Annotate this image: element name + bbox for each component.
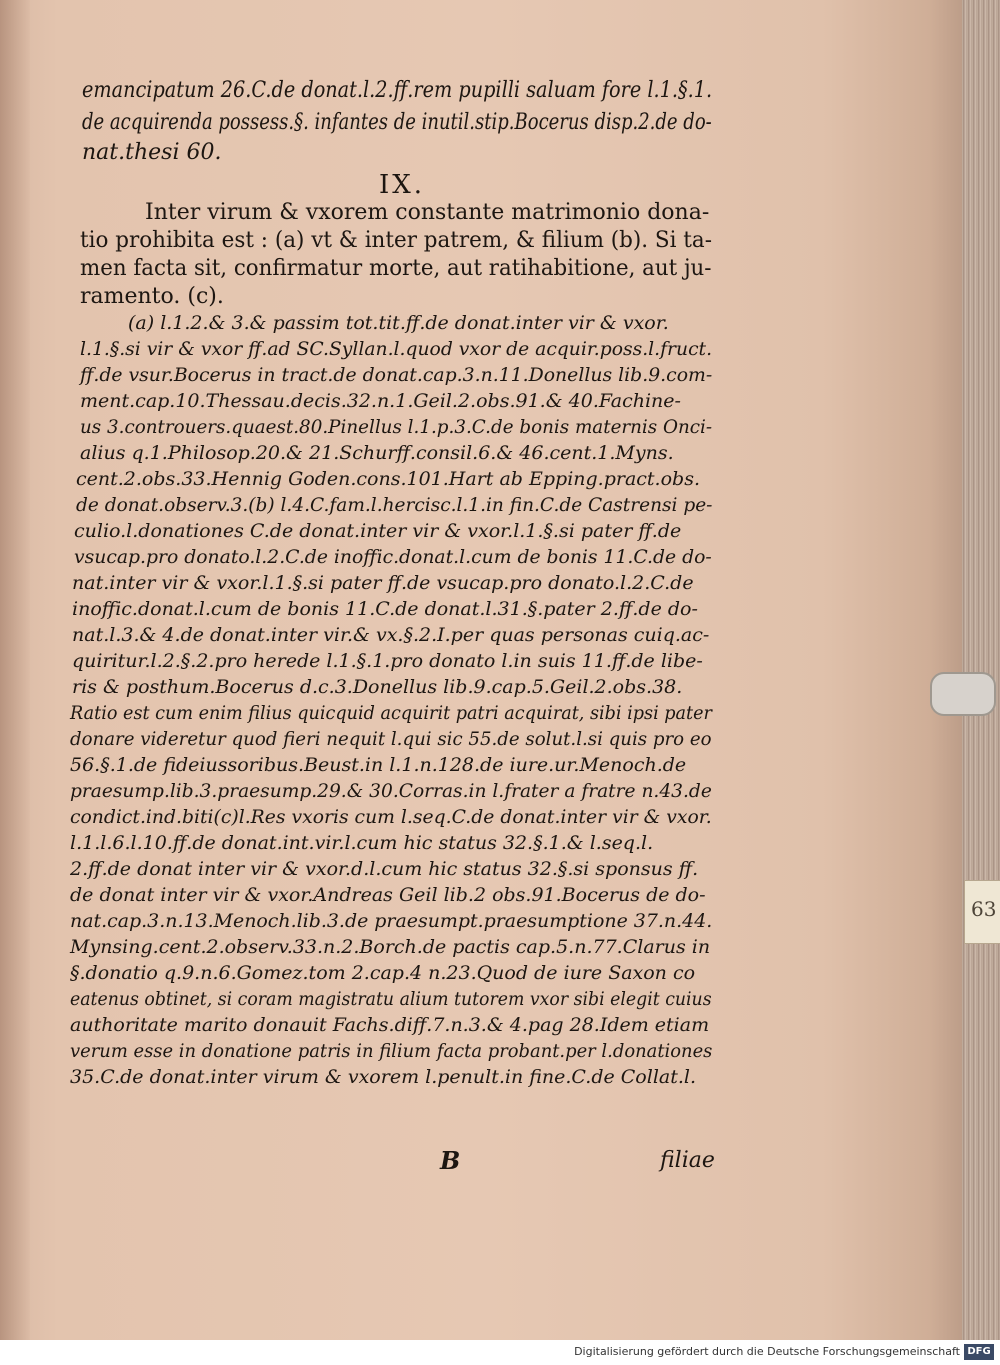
note-line: us 3.controuers.quaest.80.Pinellus l.1.p.3.C.de bonis maternis Onci- bbox=[80, 416, 713, 438]
note-line: nat.l.3.& 4.de donat.inter vir.& vx.§.2.I.per quas personas cuiq.ac- bbox=[72, 624, 710, 646]
note-line: ment.cap.10.Thessau.decis.32.n.1.Geil.2.obs.91.& 40.Fachine- bbox=[80, 390, 681, 412]
section-heading: IX. bbox=[379, 170, 426, 200]
note-line: donare videretur quod fieri nequit l.qui sic 55.de solut.l.si quis pro eo bbox=[70, 728, 712, 750]
note-line: 56.§.1.de fideiussoribus.Beust.in l.1.n.128.de iure.ur.Menoch.de bbox=[70, 754, 687, 776]
dfg-logo: DFG bbox=[964, 1344, 994, 1360]
footer-bar bbox=[0, 1340, 1000, 1365]
signature-mark: B bbox=[440, 1146, 461, 1175]
note-line: 35.C.de donat.inter virum & vxorem l.penult.in fine.C.de Collat.l. bbox=[70, 1066, 697, 1088]
body-line: ramento. (c). bbox=[80, 284, 224, 309]
note-line: verum esse in donatione patris in filium facta probant.per l.donationes bbox=[70, 1040, 713, 1062]
note-line: §.donatio q.9.n.6.Gomez.tom 2.cap.4 n.23.Quod de iure Saxon co bbox=[70, 962, 696, 984]
note-line: ff.de vsur.Bocerus in tract.de donat.cap.3.n.11.Donellus lib.9.com- bbox=[80, 364, 713, 386]
note-line: Mynsing.cent.2.observ.33.n.2.Borch.de pactis cap.5.n.77.Clarus in bbox=[70, 936, 711, 958]
body-line: Inter virum & vxorem constante matrimonio dona- bbox=[145, 200, 710, 225]
text-line: nat.thesi 60. bbox=[82, 140, 222, 165]
note-line: praesump.lib.3.praesump.29.& 30.Corras.in l.frater a fratre n.43.de bbox=[70, 780, 712, 802]
note-line: l.1.l.6.l.10.ff.de donat.int.vir.l.cum hic status 32.§.1.& l.seq.l. bbox=[70, 832, 654, 854]
footer-text: Digitalisierung gefördert durch die Deutsche Forschungsgemeinschaft bbox=[574, 1345, 960, 1358]
note-line: nat.inter vir & vxor.l.1.§.si pater ff.de vsucap.pro donato.l.2.C.de bbox=[72, 572, 694, 594]
note-line: alius q.1.Philosop.20.& 21.Schurff.consil.6.& 46.cent.1.Myns. bbox=[80, 442, 674, 464]
note-line: de donat.observ.3.(b) l.4.C.fam.l.hercisc.l.1.in fin.C.de Castrensi pe- bbox=[76, 494, 713, 516]
body-line: tio prohibita est : (a) vt & inter patrem, & filium (b). Si ta- bbox=[80, 228, 712, 253]
note-line: (a) l.1.2.& 3.& passim tot.tit.ff.de donat.inter vir & vxor. bbox=[128, 312, 669, 334]
page-number: 63 bbox=[971, 897, 997, 921]
body-line: men facta sit, confirmatur morte, aut ratihabitione, aut ju- bbox=[80, 256, 712, 281]
note-line: culio.l.donationes C.de donat.inter vir & vxor.l.1.§.si pater ff.de bbox=[74, 520, 682, 542]
note-line: l.1.§.si vir & vxor ff.ad SC.Syllan.l.quod vxor de acquir.poss.l.fruct. bbox=[80, 338, 713, 360]
page-edges bbox=[962, 0, 1000, 1340]
text-line: emancipatum 26.C.de donat.l.2.ff.rem pupilli saluam fore l.1.§.1. bbox=[82, 78, 713, 103]
note-line: de donat inter vir & vxor.Andreas Geil lib.2 obs.91.Bocerus de do- bbox=[70, 884, 706, 906]
note-line: eatenus obtinet, si coram magistratu alium tutorem vxor sibi elegit cuius bbox=[70, 988, 712, 1010]
note-line: condict.ind.biti(c)l.Res vxoris cum l.seq.C.de donat.inter vir & vxor. bbox=[70, 806, 712, 828]
text-line: de acquirenda possess.§. infantes de inutil.stip.Bocerus disp.2.de do- bbox=[82, 110, 712, 135]
note-line: Ratio est cum enim filius quicquid acquirit patri acquirat, sibi ipsi pater bbox=[70, 702, 712, 724]
page-number-tab bbox=[964, 880, 1000, 944]
note-line: vsucap.pro donato.l.2.C.de inoffic.donat.l.cum de bonis 11.C.de do- bbox=[74, 546, 712, 568]
note-line: ris & posthum.Bocerus d.c.3.Donellus lib.9.cap.5.Geil.2.obs.38. bbox=[72, 676, 683, 698]
catchword: filiae bbox=[660, 1148, 715, 1173]
note-line: quiritur.l.2.§.2.pro herede l.1.§.1.pro donato l.in suis 11.ff.de libe- bbox=[72, 650, 703, 672]
note-line: cent.2.obs.33.Hennig Goden.cons.101.Hart ab Epping.pract.obs. bbox=[76, 468, 700, 490]
note-line: authoritate marito donauit Fachs.diff.7.n.3.& 4.pag 28.Idem etiam bbox=[70, 1014, 710, 1036]
note-line: 2.ff.de donat inter vir & vxor.d.l.cum hic status 32.§.si sponsus ff. bbox=[70, 858, 699, 880]
note-line: nat.cap.3.n.13.Menoch.lib.3.de praesumpt.praesumptione 37.n.44. bbox=[70, 910, 713, 932]
note-line: inoffic.donat.l.cum de bonis 11.C.de donat.l.31.§.pater 2.ff.de do- bbox=[72, 598, 698, 620]
